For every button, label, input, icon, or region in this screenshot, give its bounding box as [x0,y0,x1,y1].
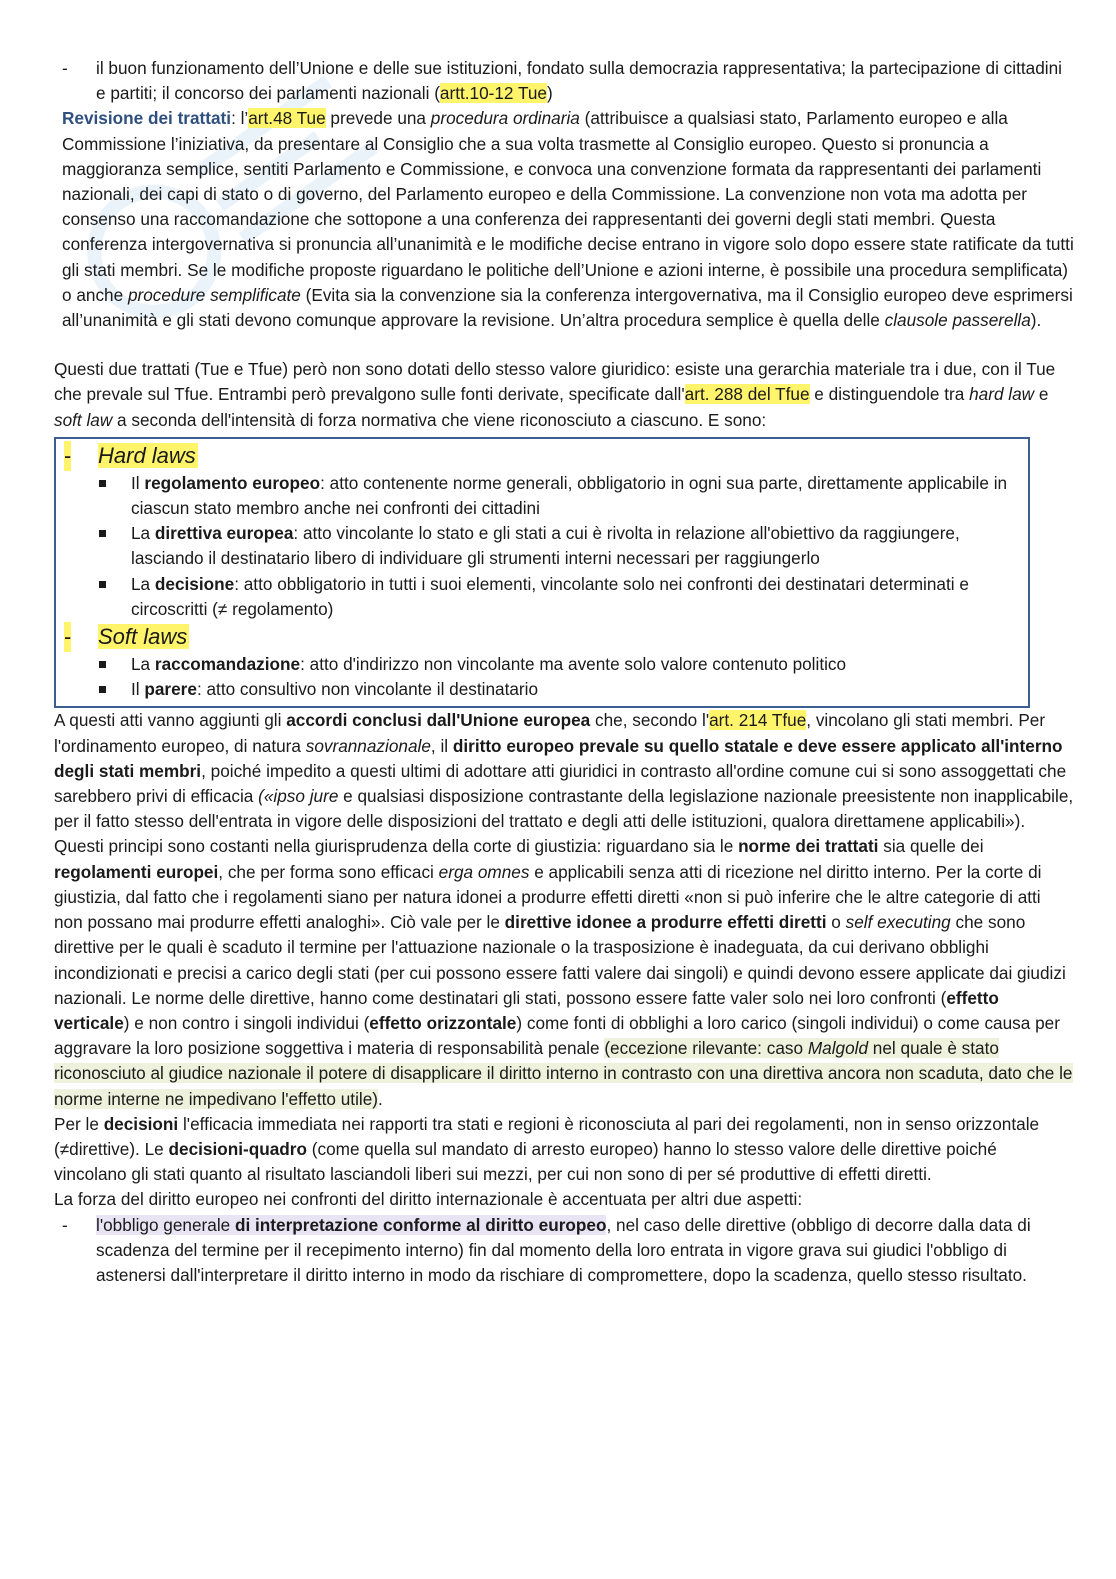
forza-paragraph: La forza del diritto europeo nei confronti del diritto internazionale è accentuata per altri due aspetti: [54,1189,803,1210]
section-heading: Revisione dei trattati [62,108,232,129]
decisioni-paragraph: Per le decisioni l'efficacia immediata nei rapporti tra stati e regioni è riconosciuta al pari dei regolamenti, non in senso orizzontale (≠direttive). Le decisioni-quadro (come quella sul mandato di arresto europeo) hanno lo stesso valore delle direttive poiché vincolano gli stati quanto al risultato lasciandoli liberi sui mezzi, per cui non sono di per sé produttive di effetti diretti. [54,1113,1040,1185]
hard-laws-title: - Hard laws [56,441,1028,471]
document-page [54,56,1074,1288]
list-item: Il parere: atto consultivo non vincolante il destinatario [56,677,1028,702]
soft-laws-title: - Soft laws [56,622,1028,652]
article-reference: artt.10-12 Tue [439,83,547,104]
list-item: La direttiva europea: atto vincolante lo stato e gli stati a cui è rivolta in relazione all'obiettivo da raggiungere, lasciando il destinatario libero di individuare gli strumenti interni necessari per raggiungerlo [56,521,1028,571]
article-reference: art.48 Tue [248,108,326,129]
last-list-item: - l'obbligo generale di interpretazione conforme al diritto europeo, nel caso delle direttive (obbligo di decorre dalla data di scadenza del termine per il recepimento interno) fin dal momento della loro entrata in vigore grava sui giudici l'obbligo di astenersi dall'interpretare il diritto interno in modo da rischiare di compromettere, dopo la scadenza, quello stesso risultato. [62,1214,1031,1285]
intro-list-item: - il buon funzionamento dell’Unione e delle sue istituzioni, fondato sulla democrazia rappresentativa; la partecipazione di cittadini e partiti; il concorso dei parlamenti nazionali (artt.10-12 Tue) [62,58,1062,104]
sources-box [54,437,1030,709]
highlighted-exception: (eccezione rilevante: caso Malgold nel quale è stato riconosciuto al giudice nazionale il potere di disapplicare il diritto interno in contrasto con una direttiva ancora non scaduta, dato che le norme interne ne impedivano l'effetto utile) [54,1038,1073,1109]
revisione-paragraph: Revisione dei trattati: l’art.48 Tue prevede una procedura ordinaria (attribuisce a qualsiasi stato, Parlamento europeo e alla Commissione l’iniziativa, da presentare al Consiglio che a sua volta trasmette al Consiglio europeo. Questo si pronuncia a maggioranza semplice, sentiti Parlamento e Commissione, e convoca una convenzione formata da rappresentanti dei parlamenti nazionali, dei capi di stato o di governo, del Parlamento europeo e della Commissione. La convenzione non vota ma adotta per consenso una raccomandazione che sottopone a una conferenza dei rappresentanti dei governi degli stati membri. Questa conferenza intergovernativa si pronuncia all’unanimità e le modifiche decise entrano in vigore solo dopo essere state ratificate da tutti gli stati membri. Se le modifiche proposte riguardano le politiche dell’Unione e azioni interne, è possibile una procedura semplificata) o anche procedure semplificate (Evita sia la convenzione sia la conferenza intergovernativa, ma il Consiglio europeo deve esprimersi all’unanimità e gli stati devono comunque approvare la revisione. Un’altra procedura semplice è quella delle clausole passerella). [62,108,1074,331]
accordi-paragraph: A questi atti vanno aggiunti gli accordi conclusi dall'Unione europea che, secondo l'art. 214 Tfue, vincolano gli stati membri. Per l'ordinamento europeo, di natura sovrannazionale, il diritto europeo prevale su quello statale e deve essere applicato all'interno degli stati membri, poiché impedito a questi ultimi di adottare atti giuridici in contrasto all'ordine comune cui si sono assoggettati che sarebbero privi di efficacia («ipso jure e qualsiasi disposizione contrastante della legislazione nazionale preesistente non inapplicabile, per il fatto stesso dell'entrata in vigore delle disposizioni del trattato e degli atti delle istituzioni, qualora direttamene applicabili»). [54,710,1074,832]
principi-paragraph: Questi principi sono costanti nella giurisprudenza della corte di giustizia: riguardano sia le norme dei trattati sia quelle dei regolamenti europei, che per forma sono efficaci erga omnes e applicabili senza atti di ricezione nel diritto interno. Per la corte di giustizia, dal fatto che i regolamenti siano per natura idonei a produrre effetti diretti «non si può inferire che le altre categorie di atti non possano mai produrre effetti analoghi». Ciò vale per le direttive idonee a produrre effetti diretti o self executing che sono direttive per le quali è scaduto il termine per l'attuazione nazionale o la trasposizione è inadeguata, da cui derivano obblighi incondizionati e precisi a carico degli stati (per cui possono essere fatti valere dai singoli) e quindi devono essere applicate dai giudizi nazionali. Le norme delle direttive, hanno come destinatari gli stati, possono essere fatte valer solo nei loro confronti (effetto verticale) e non contro i singoli individui (effetto orizzontale) come fonti di obblighi a loro carico (singoli individui) o come causa per aggravare la loro posizione soggettiva i materia di responsabilità penale (eccezione rilevante: caso Malgold nel quale è stato riconosciuto al giudice nazionale il potere di disapplicare il diritto interno in contrasto con una direttiva ancora non scaduta, dato che le norme interne ne impedivano l'effetto utile). [54,836,1073,1109]
list-item: La decisione: atto obbligatorio in tutti i suoi elementi, vincolante solo nei confronti dei destinatari determinati e circoscritti (≠ regolamento) [56,572,1028,622]
list-item: La raccomandazione: atto d'indirizzo non vincolante ma avente solo valore contenuto politico [56,652,1028,677]
trattati-paragraph: Questi due trattati (Tue e Tfue) però non sono dotati dello stesso valore giuridico: esiste una gerarchia materiale tra i due, con il Tue che prevale sul Tfue. Entrambi però prevalgono sulle fonti derivate, specificate dall'art. 288 del Tfue e distinguendole tra hard law e soft law a seconda dell'intensità di forza normativa che viene riconosciuto a ciascuno. E sono: [54,359,1056,430]
article-reference: art. 214 Tfue [709,710,807,731]
article-reference: art. 288 del Tfue [684,384,810,405]
list-item: Il regolamento europeo: atto contenente norme generali, obbligatorio in ogni sua parte, direttamente applicabile in ciascun stato membro anche nei confronti dei cittadini [56,471,1028,521]
